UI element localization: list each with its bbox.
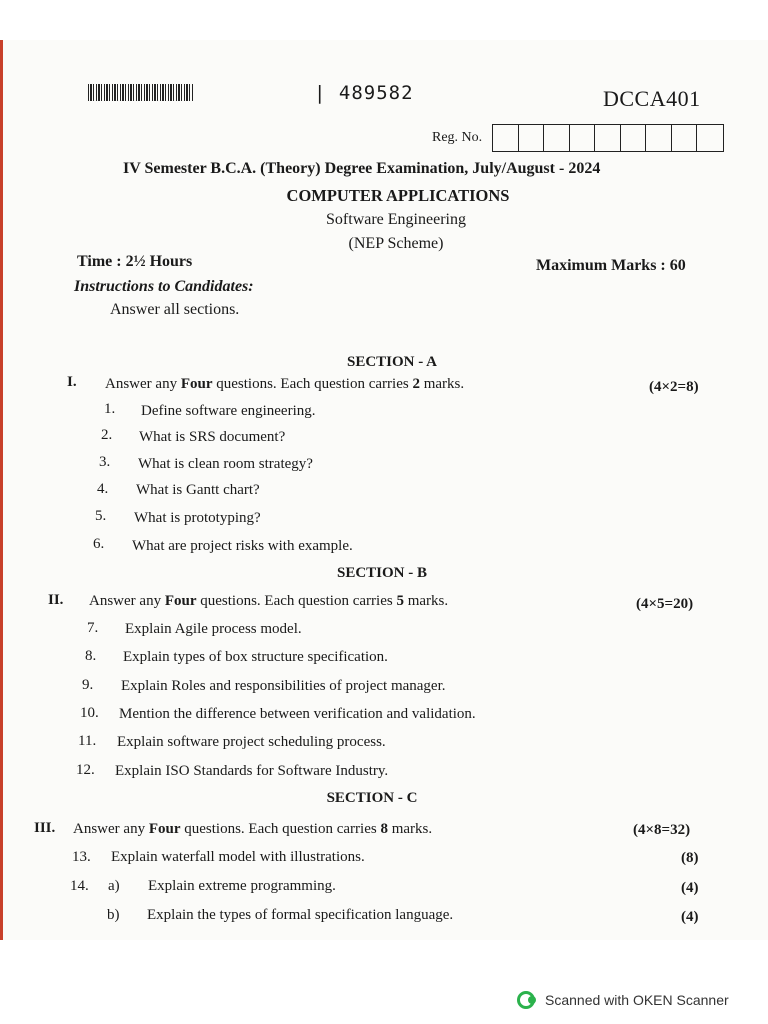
oken-scanner-logo-icon bbox=[517, 990, 537, 1010]
section-c-heading: SECTION - C bbox=[326, 790, 418, 806]
barcode-graphic bbox=[88, 84, 194, 101]
reg-no-cell[interactable] bbox=[672, 125, 698, 151]
question-number: 13. bbox=[72, 849, 91, 865]
serial-number: | 489582 bbox=[314, 82, 414, 104]
reg-no-cell[interactable] bbox=[544, 125, 570, 151]
reg-no-label: Reg. No. bbox=[432, 130, 483, 145]
section-a-marks-scheme: (4×2=8) bbox=[649, 379, 699, 395]
question-number: 10. bbox=[80, 705, 99, 721]
reg-no-cell[interactable] bbox=[595, 125, 621, 151]
scanner-text: Scanned with OKEN Scanner bbox=[545, 992, 729, 1008]
question-text: Explain Roles and responsibilities of project manager. bbox=[121, 678, 446, 694]
scanner-watermark bbox=[517, 990, 729, 1010]
question-marks: (4) bbox=[681, 880, 699, 896]
section-b-roman: II. bbox=[48, 592, 64, 608]
question-number: 5. bbox=[95, 508, 107, 524]
section-a-roman: I. bbox=[67, 374, 77, 390]
section-b-instruction: Answer any Four questions. Each question carries 5 marks. bbox=[89, 593, 449, 609]
question-text: Explain ISO Standards for Software Industry. bbox=[115, 763, 389, 779]
question-text: Mention the difference between verification and validation. bbox=[119, 706, 476, 722]
question-marks: (8) bbox=[681, 850, 699, 866]
question-text: Explain the types of formal specification language. bbox=[147, 907, 454, 923]
section-c-marks-scheme: (4×8=32) bbox=[633, 822, 691, 838]
question-text: Explain software project scheduling process. bbox=[117, 734, 386, 750]
instructions-text: Answer all sections. bbox=[110, 301, 240, 318]
subject-title: COMPUTER APPLICATIONS bbox=[286, 186, 510, 205]
question-text: What is clean room strategy? bbox=[138, 456, 313, 472]
question-number: 2. bbox=[101, 427, 113, 443]
question-number: 1. bbox=[104, 401, 116, 417]
section-a-heading: SECTION - A bbox=[346, 354, 438, 370]
instructions-heading: Instructions to Candidates: bbox=[74, 278, 254, 295]
question-text: What are project risks with example. bbox=[132, 538, 353, 554]
question-text: What is Gantt chart? bbox=[136, 482, 260, 498]
question-text: What is prototyping? bbox=[134, 510, 261, 526]
section-c-roman: III. bbox=[34, 820, 56, 836]
subpart-label: b) bbox=[107, 907, 120, 923]
reg-no-cell[interactable] bbox=[493, 125, 519, 151]
question-text: Explain extreme programming. bbox=[148, 878, 336, 894]
section-b-heading: SECTION - B bbox=[336, 565, 428, 581]
question-text: Explain types of box structure specification. bbox=[123, 649, 388, 665]
question-text: Explain waterfall model with illustrations. bbox=[111, 849, 365, 865]
scheme-label: (NEP Scheme) bbox=[348, 235, 444, 252]
question-number: 14. bbox=[70, 878, 89, 894]
question-number: 6. bbox=[93, 536, 105, 552]
question-text: Define software engineering. bbox=[141, 403, 316, 419]
question-number: 3. bbox=[99, 454, 111, 470]
reg-no-cell[interactable] bbox=[570, 125, 596, 151]
section-c-instruction: Answer any Four questions. Each question carries 8 marks. bbox=[73, 821, 433, 837]
reg-no-cell[interactable] bbox=[519, 125, 545, 151]
paper-title: Software Engineering bbox=[326, 211, 466, 228]
question-number: 11. bbox=[78, 733, 97, 749]
question-text: What is SRS document? bbox=[139, 429, 286, 445]
reg-no-boxes[interactable] bbox=[492, 124, 724, 152]
reg-no-cell[interactable] bbox=[646, 125, 672, 151]
question-number: 12. bbox=[76, 762, 95, 778]
subpart-label: a) bbox=[108, 878, 120, 894]
time-allowed: Time : 2½ Hours bbox=[77, 253, 193, 270]
question-number: 8. bbox=[85, 648, 97, 664]
reg-no-cell[interactable] bbox=[621, 125, 647, 151]
maximum-marks: Maximum Marks : 60 bbox=[536, 257, 686, 274]
section-a-instruction: Answer any Four questions. Each question carries 2 marks. bbox=[105, 376, 465, 392]
question-number: 7. bbox=[87, 620, 99, 636]
section-b-marks-scheme: (4×5=20) bbox=[636, 596, 694, 612]
paper-code: DCCA401 bbox=[603, 86, 701, 111]
reg-no-cell[interactable] bbox=[697, 125, 723, 151]
question-marks: (4) bbox=[681, 909, 699, 925]
exam-title: IV Semester B.C.A. (Theory) Degree Examination, July/August - 2024 bbox=[123, 160, 601, 177]
question-number: 4. bbox=[97, 481, 109, 497]
question-text: Explain Agile process model. bbox=[125, 621, 302, 637]
question-number: 9. bbox=[82, 677, 94, 693]
